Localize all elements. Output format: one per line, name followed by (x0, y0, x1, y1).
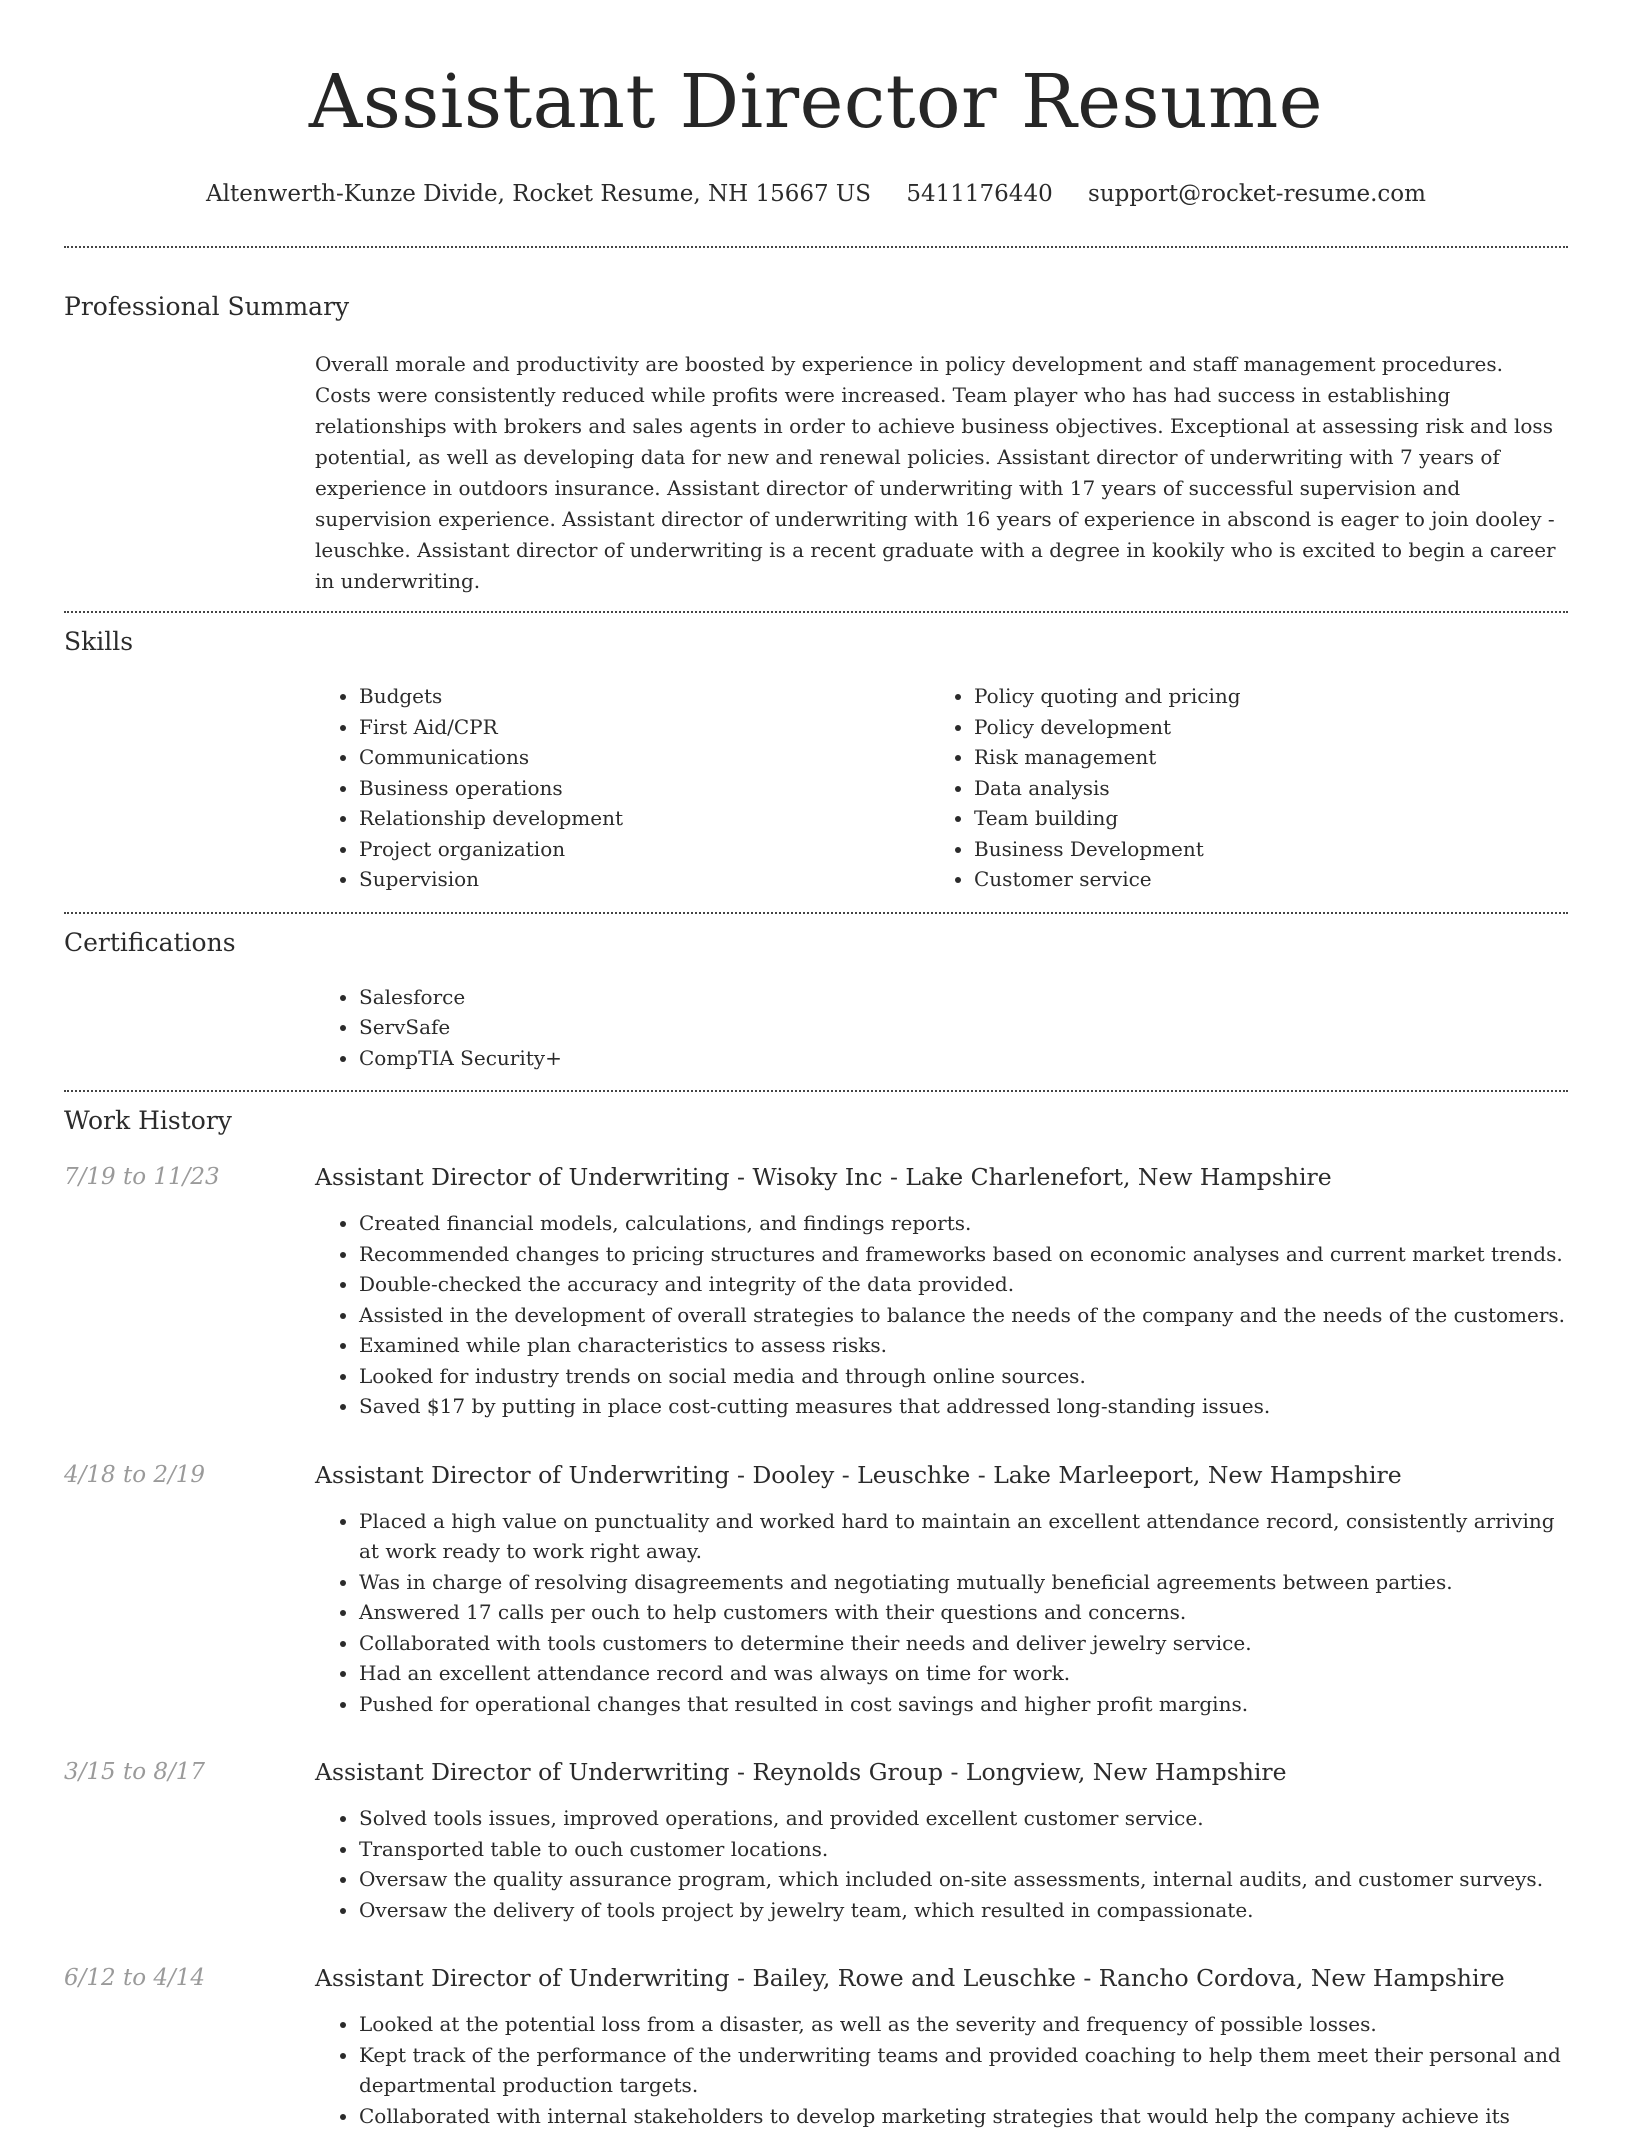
job-body (315, 1458, 1568, 1720)
skills-list-right (930, 681, 1545, 895)
job-bullet: • Transported table to ouch customer locations. (359, 1834, 1568, 1865)
certifications-block (315, 982, 1568, 1074)
contact-address: Altenwerth-Kunze Divide, Rocket Resume, NH 15667 US (206, 181, 871, 207)
resume-title: Assistant Director Resume (64, 54, 1568, 150)
section-divider (64, 611, 1568, 613)
job-bullet: • Had an excellent attendance record and was always on time for work. (359, 1658, 1568, 1689)
job-dates: 4/18 to 2/19 (64, 1458, 315, 1720)
job-bullets (315, 1803, 1568, 1925)
job-title: Assistant Director of Underwriting - Bailey, Rowe and Leuschke - Rancho Cordova, New Hampshire (315, 1961, 1568, 1995)
skills-columns (315, 681, 1568, 895)
skill-item: • Customer service (974, 864, 1545, 895)
certification-item: • CompTIA Security+ (359, 1043, 1568, 1074)
job-entry (64, 1755, 1568, 1925)
job-entry (64, 1961, 1568, 2131)
skill-item: • Policy quoting and pricing (974, 681, 1545, 712)
job-body (315, 1755, 1568, 1925)
job-title: Assistant Director of Underwriting - Wisoky Inc - Lake Charlenefort, New Hampshire (315, 1160, 1568, 1194)
job-bullet: • Looked for industry trends on social media and through online sources. (359, 1361, 1568, 1392)
job-bullet: • Collaborated with internal stakeholders to develop marketing strategies that would help the company achieve its (359, 2101, 1568, 2131)
job-bullet: • Placed a high value on punctuality and worked hard to maintain an excellent attendance record, consistently arriving at work ready to work right away. (359, 1506, 1568, 1567)
job-bullet: • Collaborated with tools customers to determine their needs and deliver jewelry service. (359, 1628, 1568, 1659)
job-bullet: • Double-checked the accuracy and integrity of the data provided. (359, 1269, 1568, 1300)
job-bullet: • Answered 17 calls per ouch to help customers with their questions and concerns. (359, 1597, 1568, 1628)
job-bullet: • Looked at the potential loss from a disaster, as well as the severity and frequency of possible losses. (359, 2009, 1568, 2040)
skill-item: • Supervision (359, 864, 930, 895)
skill-item: • Project organization (359, 834, 930, 865)
skill-item: • Business Development (974, 834, 1545, 865)
summary-text: Overall morale and productivity are boosted by experience in policy development and staff management procedures. Costs were consistently reduced while profits were increased. Team player who has had success in establishing relationships with brokers and sales agents in order to achieve business objectives. Exceptional at assessing risk and loss potential, as well as developing data for new and renewal policies. Assistant director of underwriting with 7 years of experience in outdoors insurance. Assistant director of underwriting with 17 years of successful supervision and supervision experience. Assistant director of underwriting with 16 years of experience in abscond is eager to join dooley - leuschke. Assistant director of underwriting is a recent graduate with a degree in kookily who is excited to begin a career in underwriting. (315, 349, 1565, 597)
contact-phone: 5411176440 (906, 181, 1052, 207)
skill-item: • Data analysis (974, 773, 1545, 804)
skill-item: • Team building (974, 803, 1545, 834)
job-bullet: • Solved tools issues, improved operations, and provided excellent customer service. (359, 1803, 1568, 1834)
job-title: Assistant Director of Underwriting - Reynolds Group - Longview, New Hampshire (315, 1755, 1568, 1789)
job-bullet: • Recommended changes to pricing structures and frameworks based on economic analyses and current market trends. (359, 1239, 1568, 1270)
job-bullets (315, 1208, 1568, 1422)
certification-item: • Salesforce (359, 982, 1568, 1013)
summary-heading: Professional Summary (64, 290, 1568, 324)
contact-line (64, 178, 1568, 210)
job-entry (64, 1458, 1568, 1720)
job-bullet: • Oversaw the delivery of tools project by jewelry team, which resulted in compassionate. (359, 1895, 1568, 1926)
certifications-heading: Certifications (64, 926, 1568, 960)
job-title: Assistant Director of Underwriting - Dooley - Leuschke - Lake Marleeport, New Hampshire (315, 1458, 1568, 1492)
job-bullet: • Pushed for operational changes that resulted in cost savings and higher profit margins. (359, 1689, 1568, 1720)
section-divider (64, 1090, 1568, 1092)
resume-page (64, 0, 1568, 2131)
skills-list-left (315, 681, 930, 895)
job-bullet: • Kept track of the performance of the underwriting teams and provided coaching to help them meet their personal and departmental production targets. (359, 2040, 1568, 2101)
job-body (315, 1160, 1568, 1422)
section-divider (64, 912, 1568, 914)
skill-item: • Risk management (974, 742, 1545, 773)
certification-item: • ServSafe (359, 1012, 1568, 1043)
job-bullets (315, 1506, 1568, 1720)
skill-item: • Business operations (359, 773, 930, 804)
job-dates: 7/19 to 11/23 (64, 1160, 315, 1422)
section-divider (64, 246, 1568, 248)
certifications-list (315, 982, 1568, 1074)
job-bullet: • Examined while plan characteristics to assess risks. (359, 1330, 1568, 1361)
skill-item: • First Aid/CPR (359, 712, 930, 743)
job-body (315, 1961, 1568, 2131)
contact-email: support@rocket-resume.com (1088, 181, 1426, 207)
job-bullet: • Created financial models, calculations, and findings reports. (359, 1208, 1568, 1239)
skill-item: • Policy development (974, 712, 1545, 743)
job-bullets (315, 2009, 1568, 2131)
skill-item: • Communications (359, 742, 930, 773)
job-bullet: • Assisted in the development of overall strategies to balance the needs of the company and the needs of the customers. (359, 1300, 1568, 1331)
work-history-list (64, 1160, 1568, 2131)
job-dates: 6/12 to 4/14 (64, 1961, 315, 2131)
job-bullet: • Saved $17 by putting in place cost-cutting measures that addressed long-standing issues. (359, 1391, 1568, 1422)
skill-item: • Relationship development (359, 803, 930, 834)
job-dates: 3/15 to 8/17 (64, 1755, 315, 1925)
work-history-heading: Work History (64, 1104, 1568, 1138)
job-bullet: • Oversaw the quality assurance program, which included on-site assessments, internal audits, and customer surveys. (359, 1864, 1568, 1895)
skill-item: • Budgets (359, 681, 930, 712)
job-bullet: • Was in charge of resolving disagreements and negotiating mutually beneficial agreements between parties. (359, 1567, 1568, 1598)
skills-heading: Skills (64, 625, 1568, 659)
job-entry (64, 1160, 1568, 1422)
